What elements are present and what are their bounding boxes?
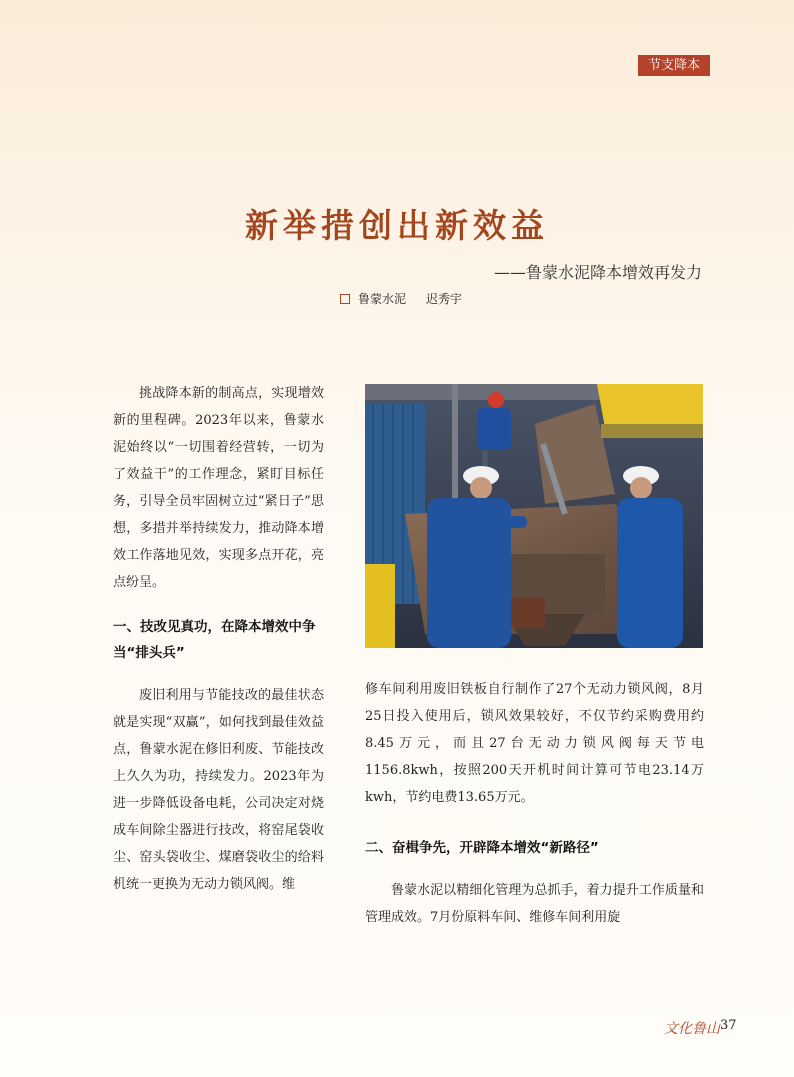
workers-equipment-photo xyxy=(365,384,703,648)
page-number: 37 xyxy=(720,1018,737,1033)
intro-paragraph: 挑战降本新的制高点，实现增效新的里程碑。2023年以来，鲁蒙水泥始终以“一切围着经营转，一切为了效益干”的工作理念，紧盯目标任务，引导全员牢固树立过“紧日子”思想，多措并举持续发力，推动降本增效工作落地见效，实现多点开花，亮点纷呈。 xyxy=(113,386,324,590)
paragraph-2: 鲁蒙水泥以精细化管理为总抓手，着力提升工作质量和管理成效。7月份原料车间、维修车间利用旋 xyxy=(365,883,704,925)
byline-org: 鲁蒙水泥 xyxy=(358,292,407,306)
paragraph-1-start: 废旧利用与节能技改的最佳状态就是实现“双赢”，如何找到最佳效益点，鲁蒙水泥在修旧利废、节能技改上久久为功，持续发力。2023年为进一步降低设备电耗，公司决定对烧成车间除尘器进行技改，将窑尾袋收尘、窑头袋收尘、煤磨袋收尘的给料机统一更换为无动力锁风阀。维 xyxy=(113,688,324,892)
article-subtitle: ——鲁蒙水泥降本增效再发力 xyxy=(493,263,702,282)
magazine-logo: 文化鲁山 xyxy=(664,1021,720,1037)
section-heading-1: 一、技改见真功，在降本增效中争当“排头兵” xyxy=(113,619,316,661)
square-bullet-icon xyxy=(340,294,350,304)
right-column xyxy=(365,676,704,931)
section-tag: 节支降本 xyxy=(638,55,710,76)
byline-author: 迟秀宇 xyxy=(426,292,463,306)
byline xyxy=(340,290,462,307)
paragraph-1-continued: 修车间利用废旧铁板自行制作了27个无动力锁风阀，8月25日投入使用后，锁风效果较好，不仅节约采购费用约8.45万元，而且27台无动力锁风阀每天节电1156.8kwh，按照200天开机时间计算可节电23.14万kwh，节约电费13.65万元。 xyxy=(365,682,704,805)
left-column xyxy=(113,380,324,898)
section-heading-2: 二、奋楫争先，开辟降本增效“新路径” xyxy=(365,840,599,856)
article-title: 新举措创出新效益 xyxy=(245,206,549,245)
